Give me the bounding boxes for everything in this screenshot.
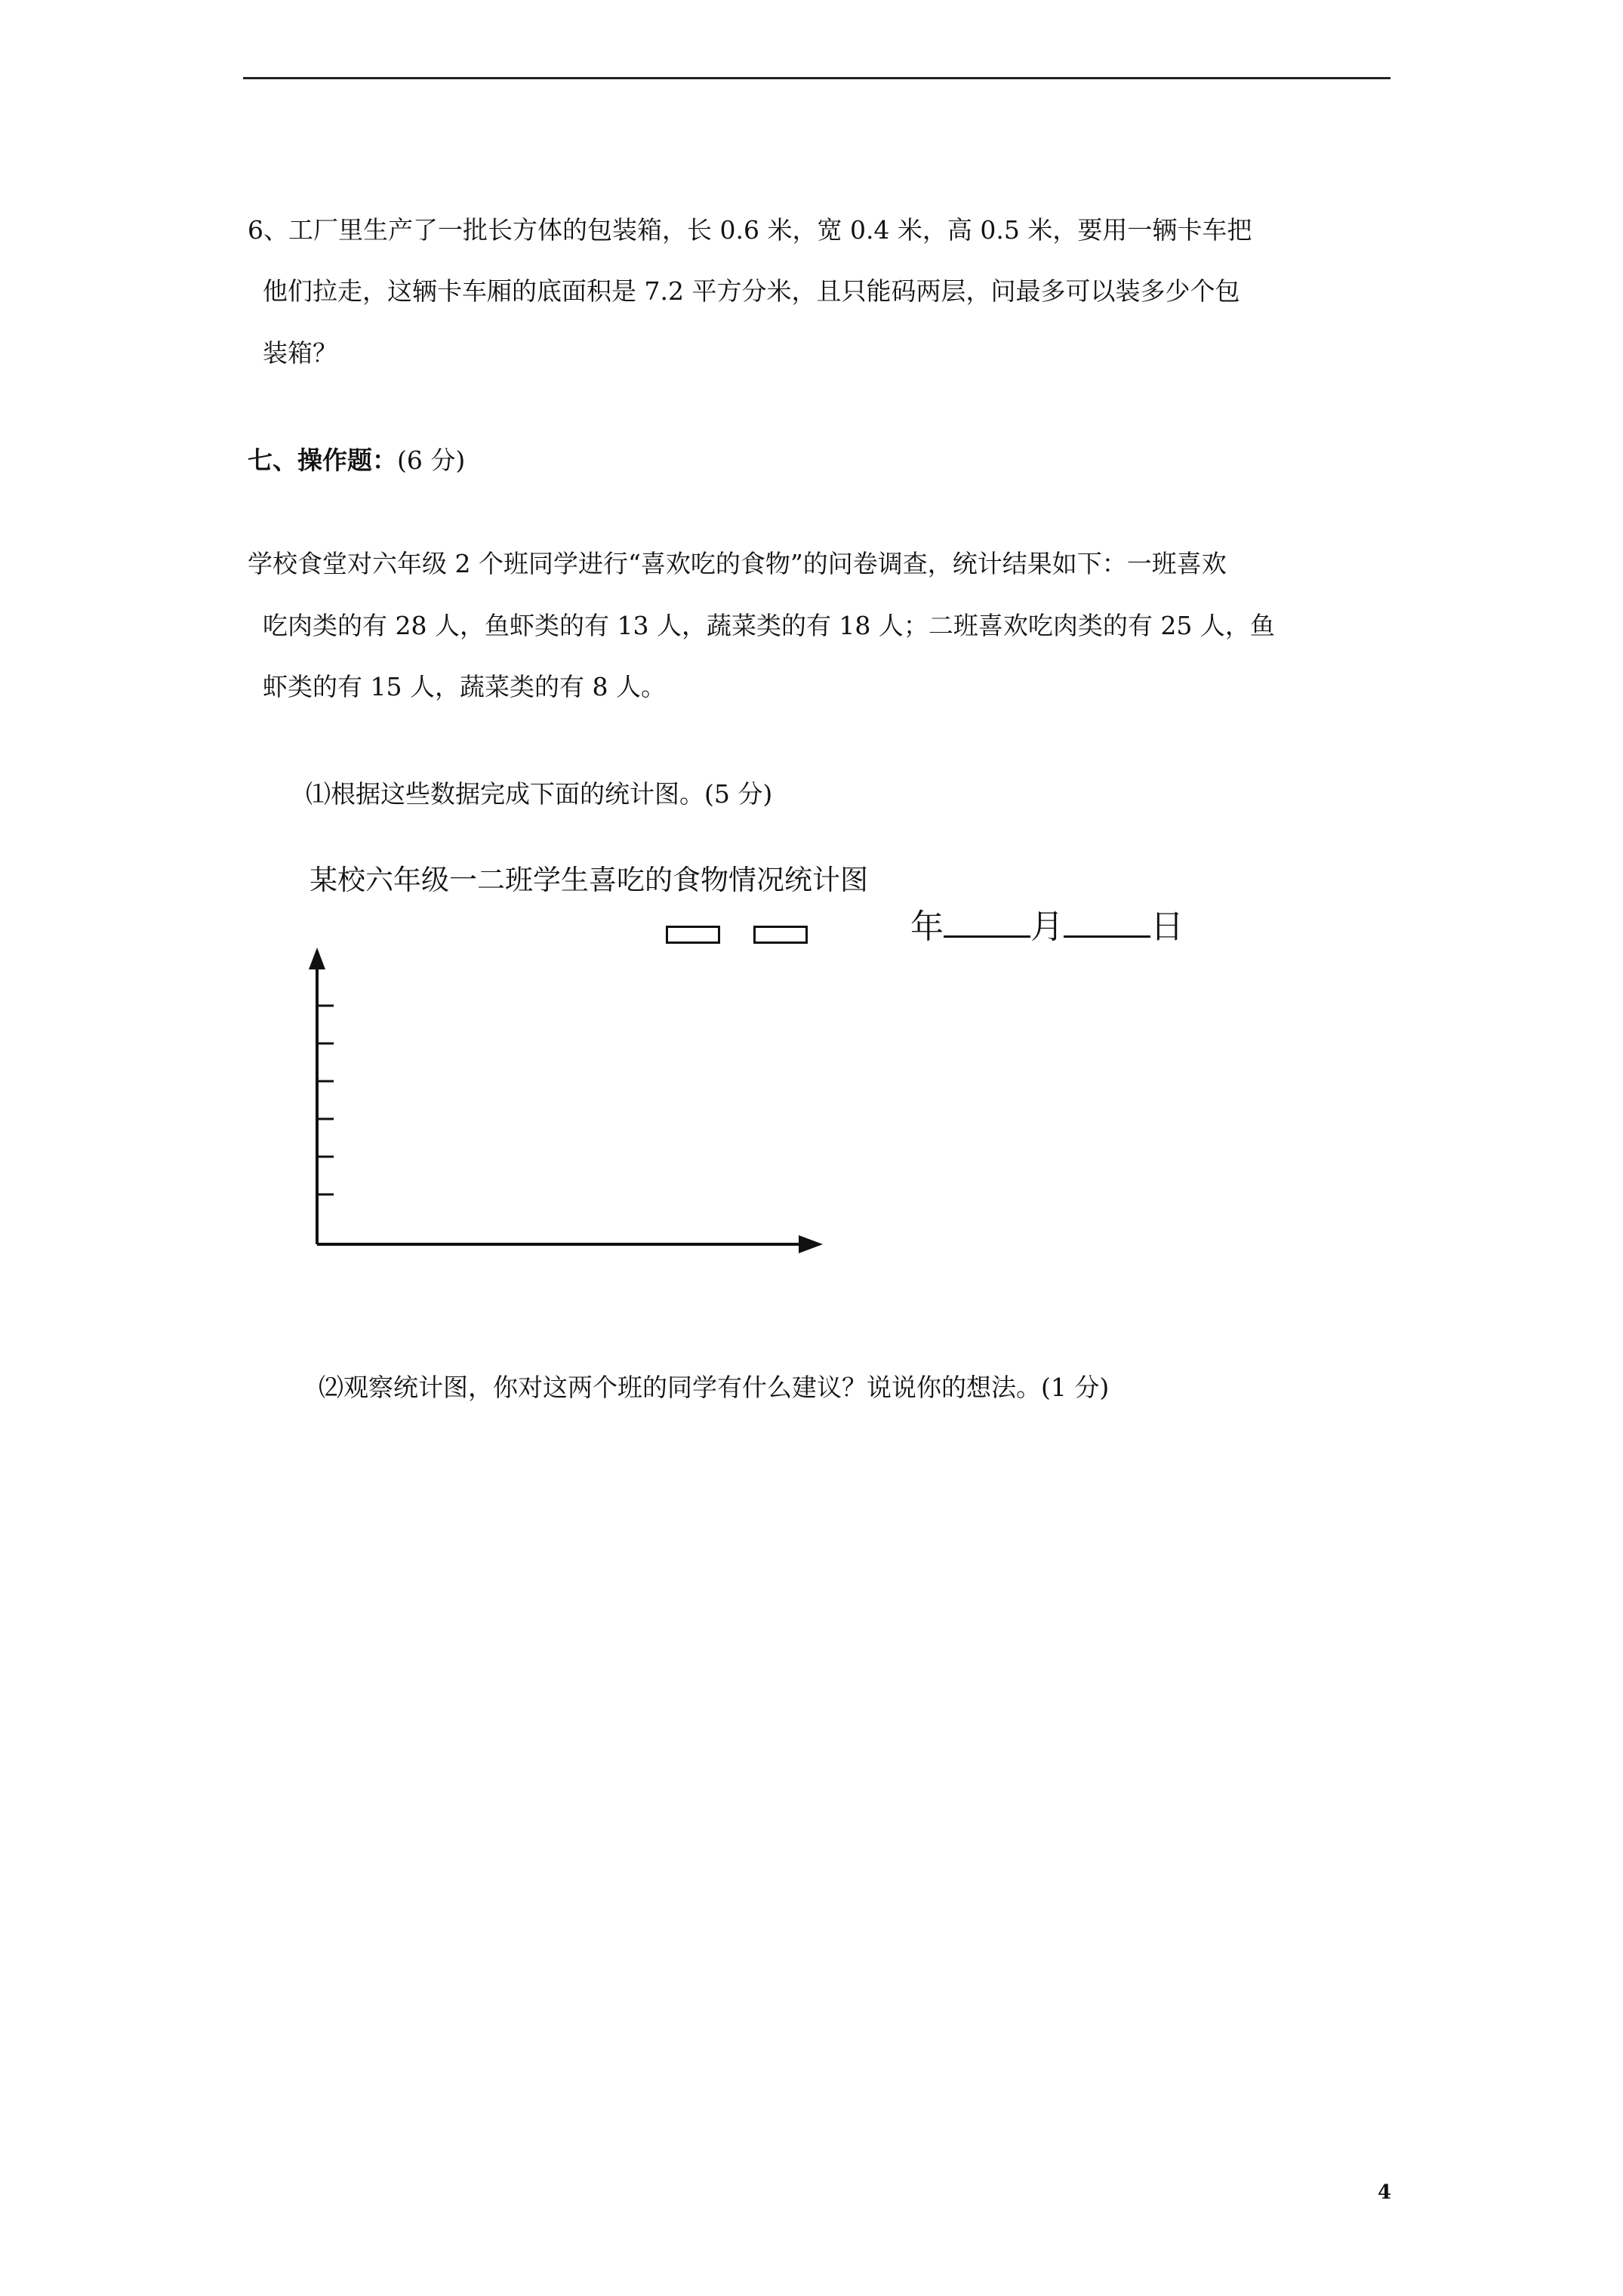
blank-chart-axes bbox=[294, 944, 838, 1276]
legend-box-class-2 bbox=[753, 926, 808, 944]
question-6-line-1: 6、工厂里生产了一批长方体的包装箱，长 0.6 米，宽 0.4 米，高 0.5 米，要用一辆卡车把 bbox=[248, 215, 1252, 245]
survey-line-1: 学校食堂对六年级 2 个班同学进行“喜欢吃的食物”的问卷调查，统计结果如下：一班喜欢 bbox=[248, 549, 1227, 578]
date-day-label: 日 bbox=[1150, 908, 1184, 946]
date-year-label: 年 bbox=[910, 908, 944, 946]
survey-line-2: 吃肉类的有 28 人，鱼虾类的有 13 人，蔬菜类的有 18 人；二班喜欢吃肉类的有 25 人，鱼 bbox=[263, 611, 1275, 640]
question-6-line-2: 他们拉走，这辆卡车厢的底面积是 7.2 平方分米，且只能码两层，问最多可以装多少个包 bbox=[263, 276, 1240, 306]
survey-line-3: 虾类的有 15 人，蔬菜类的有 8 人。 bbox=[263, 672, 666, 701]
chart-title: 某校六年级一二班学生喜吃的食物情况统计图 bbox=[310, 864, 868, 896]
day-blank[interactable] bbox=[1064, 902, 1150, 938]
legend-box-class-1 bbox=[666, 926, 720, 944]
section-7-points: (6 分) bbox=[397, 445, 466, 475]
section-7-title: 七、操作题： bbox=[248, 445, 397, 475]
sub-question-1: ⑴根据这些数据完成下面的统计图。(5 分) bbox=[306, 779, 773, 809]
date-fill-in bbox=[910, 902, 1184, 948]
page-number: 4 bbox=[1378, 2181, 1392, 2204]
question-6-line-3: 装箱？ bbox=[263, 338, 337, 368]
date-month-label: 月 bbox=[1030, 908, 1064, 946]
x-axis-arrow bbox=[799, 1235, 823, 1253]
sub-question-2: ⑵观察统计图，你对这两个班的同学有什么建议？说说你的想法。(1 分) bbox=[319, 1373, 1110, 1402]
header-rule bbox=[243, 77, 1390, 79]
y-axis-arrow bbox=[309, 948, 325, 969]
month-blank[interactable] bbox=[944, 902, 1030, 938]
section-7-heading bbox=[248, 444, 465, 477]
